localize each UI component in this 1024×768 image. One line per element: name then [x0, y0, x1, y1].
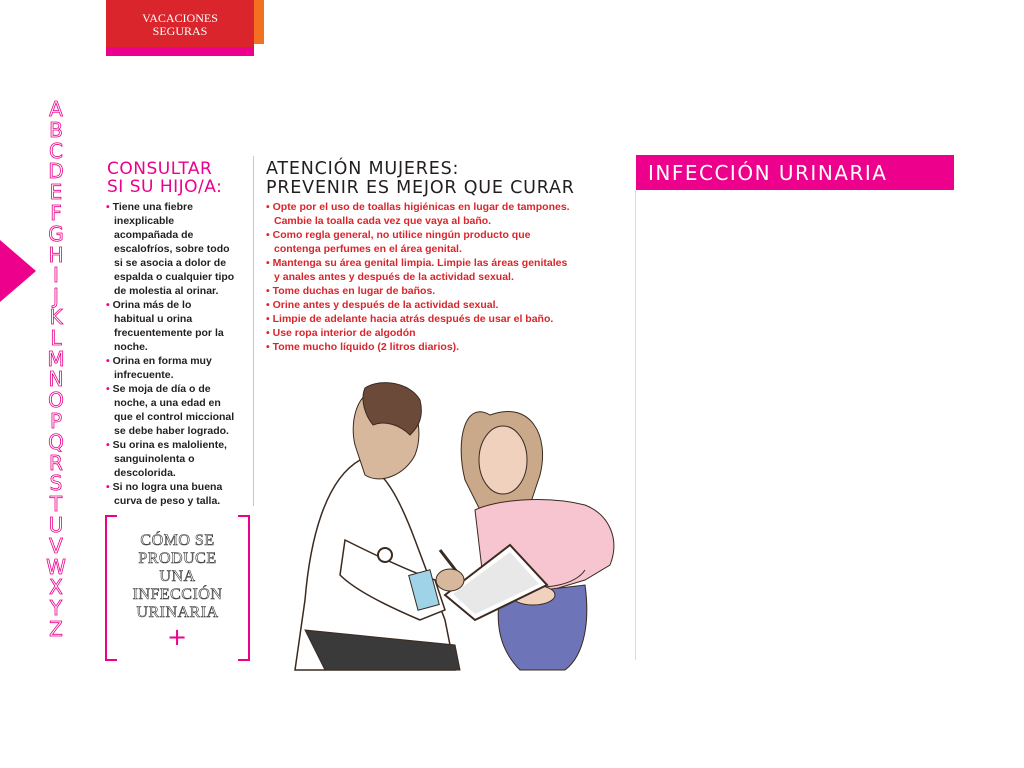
tag-label — [106, 12, 254, 38]
tag-pink-strip — [106, 47, 254, 56]
prevention-item-line: Tome mucho líquido (2 litros diarios). — [272, 341, 460, 353]
consult-item-line: Si no logra una buena — [112, 481, 223, 493]
box-line-2: PRODUCE — [138, 550, 217, 567]
alphabet-letter[interactable]: E — [49, 180, 63, 205]
box-line-3: UNA — [159, 568, 196, 585]
urinary-infection-banner — [636, 155, 954, 190]
bullet-icon: • — [266, 299, 270, 311]
banner-title: INFECCIÓN URINARIA — [648, 161, 888, 185]
consult-item-line: Se moja de día o de — [112, 383, 211, 395]
consult-item-line: inexplicable — [114, 215, 175, 227]
consult-title-line-2: SI SU HIJO/A: — [107, 177, 223, 197]
consult-item-line: noche. — [114, 341, 148, 353]
alphabet-letter[interactable]: C — [49, 138, 63, 163]
prevention-item-line: Orine antes y después de la actividad sexual. — [272, 299, 499, 311]
box-text — [105, 532, 250, 622]
consult-item-line: Tiene una fiebre — [112, 201, 193, 213]
tag-orange-strip — [254, 0, 264, 44]
consult-list-item — [104, 298, 250, 354]
prevention-list-item — [266, 200, 596, 228]
prevention-item-line: Cambie la toalla cada vez que vaya al baño. — [274, 215, 492, 227]
alphabet-letter[interactable]: Q — [48, 429, 64, 454]
prevention-item-line: Mantenga su área genital limpia. Limpie las áreas genitales — [272, 257, 568, 269]
prevention-list-item — [266, 228, 596, 256]
alphabet-letter[interactable]: V — [49, 533, 63, 558]
alphabet-letter[interactable]: D — [48, 159, 64, 184]
bullet-icon: • — [106, 481, 110, 493]
tag-line-2: SEGURAS — [152, 24, 208, 38]
consult-item-line: curva de peso y talla. — [114, 495, 221, 507]
consult-title-line-1: CONSULTAR — [107, 159, 213, 179]
consult-item-line: si se asocia a dolor de — [114, 257, 227, 269]
alphabet-letter[interactable]: W — [46, 554, 66, 579]
bullet-icon: • — [106, 383, 110, 395]
consult-item-line: descolorida. — [114, 467, 176, 479]
alphabet-letter[interactable]: X — [49, 575, 63, 600]
bullet-icon: • — [266, 341, 270, 353]
consult-item-line: infrecuente. — [114, 369, 174, 381]
prevention-list-item — [266, 326, 596, 340]
box-line-4: INFECCIÓN — [132, 586, 223, 603]
women-title — [266, 160, 575, 198]
alphabet-letter[interactable]: N — [48, 367, 64, 392]
alphabet-letter[interactable]: R — [49, 450, 63, 475]
bullet-icon: • — [106, 299, 110, 311]
alphabet-letter[interactable]: M — [47, 346, 65, 371]
bullet-icon: • — [106, 439, 110, 451]
consult-list-item — [104, 354, 250, 382]
doctor-figure — [295, 383, 464, 670]
alphabet-letter[interactable]: A — [49, 97, 63, 121]
consult-title — [107, 160, 222, 196]
alphabet-letter[interactable]: L — [50, 325, 62, 350]
bullet-icon: • — [266, 313, 270, 325]
bullet-icon: • — [266, 201, 270, 213]
consult-item-line: Su orina es maloliente, — [112, 439, 227, 451]
plus-icon[interactable]: + — [167, 623, 188, 651]
prevention-list — [266, 200, 596, 354]
alphabet-letter[interactable]: U — [48, 512, 64, 537]
bullet-icon: • — [266, 285, 270, 297]
alphabet-letter[interactable]: F — [50, 200, 62, 225]
prevention-item-line: Tome duchas en lugar de baños. — [272, 285, 436, 297]
consult-item-line: frecuentemente por la — [114, 327, 224, 339]
bullet-icon: • — [266, 327, 270, 339]
consult-item-line: que el control miccional — [114, 411, 235, 423]
consult-list-item — [104, 200, 250, 298]
alphabet-letter[interactable]: Y — [49, 596, 63, 621]
prevention-item-line: Limpie de adelante hacia atrás después de usar el baño. — [272, 313, 554, 325]
alphabet-letter[interactable]: H — [48, 242, 64, 267]
prevention-item-line: Use ropa interior de algodón — [272, 327, 416, 339]
tag-line-1: VACACIONES — [142, 11, 218, 25]
prevention-item-line: contenga perfumes en el área genital. — [274, 243, 462, 255]
patient-figure — [461, 411, 614, 670]
alphabet-letter[interactable]: B — [49, 117, 63, 142]
doctor-patient-illustration — [285, 380, 625, 680]
column-divider — [253, 156, 254, 506]
consult-item-line: de molestia al orinar. — [114, 285, 219, 297]
bullet-icon: • — [106, 355, 110, 367]
alphabet-letter[interactable]: P — [49, 408, 63, 433]
women-title-line-2: PREVENIR ES MEJOR QUE CURAR — [266, 178, 575, 198]
alphabet-letter[interactable]: K — [49, 304, 63, 329]
current-letter-arrow-icon — [0, 240, 36, 302]
alphabet-letter[interactable]: O — [48, 388, 64, 413]
box-line-1: CÓMO SE — [140, 532, 215, 549]
box-line-5: URINARIA — [136, 604, 219, 621]
alphabet-letter[interactable]: T — [49, 492, 63, 517]
prevention-list-item — [266, 284, 596, 298]
consult-list-item — [104, 382, 250, 438]
section-tag — [106, 0, 254, 56]
consult-item-line: Orina más de lo — [112, 299, 192, 311]
consult-list — [104, 200, 250, 508]
how-it-happens-box[interactable] — [105, 515, 250, 661]
consult-item-line: se debe haber logrado. — [114, 425, 229, 437]
prevention-list-item — [266, 256, 596, 284]
prevention-list-item — [266, 298, 596, 312]
alphabet-letter[interactable]: G — [48, 221, 64, 246]
consult-item-line: escalofríos, sobre todo — [114, 243, 230, 255]
consult-item-line: habitual u orina — [114, 313, 193, 325]
bullet-icon: • — [266, 229, 270, 241]
consult-item-line: sanguinolenta o — [114, 453, 195, 465]
prevention-item-line: Como regla general, no utilice ningún producto que — [272, 229, 531, 241]
prevention-list-item — [266, 340, 596, 354]
prevention-item-line: Opte por el uso de toallas higiénicas en lugar de tampones. — [272, 201, 570, 213]
consult-list-item — [104, 480, 250, 508]
alphabet-index — [44, 99, 68, 640]
column-divider-right — [635, 190, 636, 660]
alphabet-letter[interactable]: S — [49, 471, 63, 496]
bullet-icon: • — [106, 201, 110, 213]
alphabet-letter[interactable]: Z — [49, 616, 63, 641]
consult-item-line: noche, a una edad en — [114, 397, 221, 409]
consult-item-line: Orina en forma muy — [112, 355, 212, 367]
bullet-icon: • — [266, 257, 270, 269]
alphabet-letter[interactable]: I — [53, 263, 59, 288]
consult-item-line: espalda o cualquier tipo — [114, 271, 235, 283]
consult-item-line: acompañada de — [114, 229, 194, 241]
prevention-item-line: y anales antes y después de la actividad sexual. — [274, 271, 514, 283]
prevention-list-item — [266, 312, 596, 326]
alphabet-letter[interactable]: J — [53, 284, 59, 309]
consult-list-item — [104, 438, 250, 480]
women-title-line-1: ATENCIÓN MUJERES: — [266, 159, 460, 179]
